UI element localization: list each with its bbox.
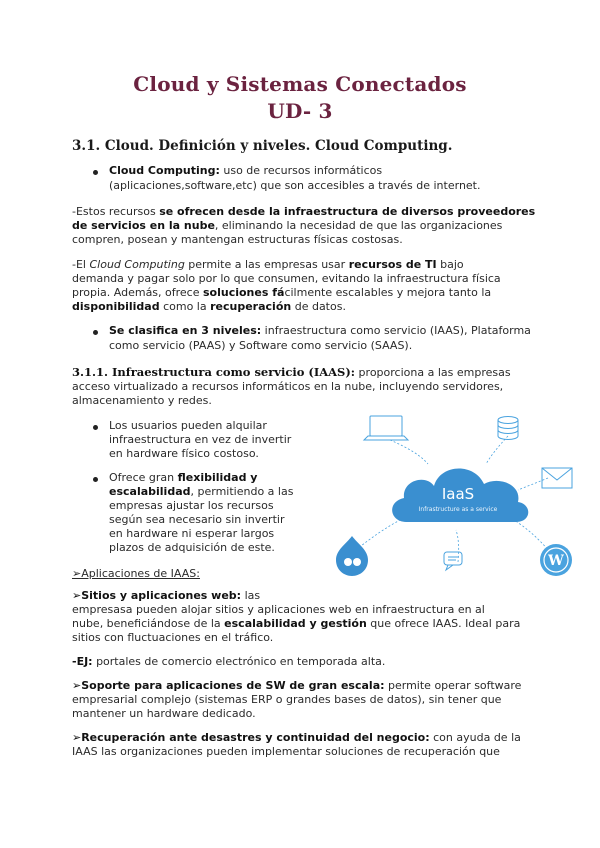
- laptop-icon: [364, 416, 408, 440]
- paragraph-line: demanda y pagar solo por lo que consumen, evitando la infraestructura física: [72, 272, 501, 285]
- bullet-flexibilidad: Ofrece gran flexibilidad y: [109, 471, 258, 484]
- bullet-line: según sea necesario sin invertir: [109, 513, 285, 526]
- apps-heading: ➢Aplicaciones de IAAS:: [72, 567, 200, 580]
- bullet-cloud-computing-cont: (aplicaciones,software,etc) que son accesibles a través de internet.: [109, 179, 481, 192]
- bullet: [93, 170, 98, 175]
- app-sw-escala: ➢Soporte para aplicaciones de SW de gran escala: permite operar software: [72, 679, 522, 692]
- bullet-line: empresas ajustar los recursos: [109, 499, 274, 512]
- doc-subtitle: UD- 3: [267, 99, 333, 123]
- bullet-niveles: Se clasifica en 3 niveles: infraestructura como servicio (IAAS), Plataforma: [109, 324, 531, 337]
- section-heading-3-1: 3.1. Cloud. Definición y niveles. Cloud Computing.: [72, 138, 453, 154]
- svg-text:W: W: [548, 553, 564, 569]
- email-icon: [542, 468, 572, 488]
- paragraph-line: mantener un hardware dedicado.: [72, 707, 256, 720]
- bullet-line: plazos de adquisición de este.: [109, 541, 275, 554]
- chat-icon: [444, 552, 462, 570]
- paragraph-line: empresasa pueden alojar sitios y aplicaciones web en infraestructura en al: [72, 603, 485, 616]
- paragraph-line: IAAS las organizaciones pueden implementar soluciones de recuperación que: [72, 745, 500, 758]
- cloud-title: IaaS: [441, 485, 475, 503]
- wordpress-icon: [540, 544, 572, 576]
- paragraph-line: compren, posean y mantengan estructuras físicas costosas.: [72, 233, 403, 246]
- paragraph-line: sitios con fluctuaciones en el tráfico.: [72, 631, 274, 644]
- paragraph-line: almacenamiento y redes.: [72, 394, 212, 407]
- example-line: -EJ: portales de comercio electrónico en temporada alta.: [72, 655, 386, 668]
- paragraph-line: propia. Además, ofrece soluciones fácilmente escalables y mejora tanto la: [72, 286, 492, 299]
- app-web: ➢Sitios y aplicaciones web: las: [72, 589, 261, 602]
- section-heading-3-1-1: 3.1.1. Infraestructura como servicio (IAAS): proporciona a las empresas: [72, 365, 511, 379]
- bullet-line: escalabilidad, permitiendo a las: [109, 485, 294, 498]
- iaas-diagram: [318, 412, 580, 582]
- doc-title: Cloud y Sistemas Conectados: [133, 72, 467, 96]
- app-recuperacion: ➢Recuperación ante desastres y continuidad del negocio: con ayuda de la: [72, 731, 521, 744]
- paragraph-line: acceso virtualizado a recursos informáticos en la nube, incluyendo servidores,: [72, 380, 504, 393]
- drupal-icon: [336, 536, 368, 576]
- bullet-alquilar: Los usuarios pueden alquilar: [109, 419, 267, 432]
- bullet-cloud-computing: Cloud Computing: uso de recursos informáticos: [109, 164, 383, 177]
- bullet-line: en hardware ni esperar largos: [109, 527, 275, 540]
- bullet: [93, 425, 98, 430]
- paragraph-line: -Estos recursos se ofrecen desde la infraestructura de diversos proveedores: [72, 205, 536, 218]
- bullet-line: en hardware físico costoso.: [109, 447, 259, 460]
- paragraph-line: de servicios en la nube, eliminando la necesidad de que las organizaciones: [72, 219, 503, 232]
- paragraph-line: empresarial complejo (sistemas ERP o grandes bases de datos), sin tener que: [72, 693, 502, 706]
- paragraph-line: -El Cloud Computing permite a las empresas usar recursos de TI bajo: [72, 258, 464, 271]
- bullet: [93, 330, 98, 335]
- cloud-subtitle: Infrastructure as a service: [418, 506, 498, 513]
- bullet-line: infraestructura en vez de invertir: [109, 433, 292, 446]
- bullet: [93, 477, 98, 482]
- paragraph-line: disponibilidad como la recuperación de datos.: [72, 300, 346, 313]
- bullet-niveles-cont: como servicio (PAAS) y Software como servicio (SAAS).: [109, 339, 413, 352]
- paragraph-line: nube, beneficiándose de la escalabilidad y gestión que ofrece IAAS. Ideal para: [72, 617, 521, 630]
